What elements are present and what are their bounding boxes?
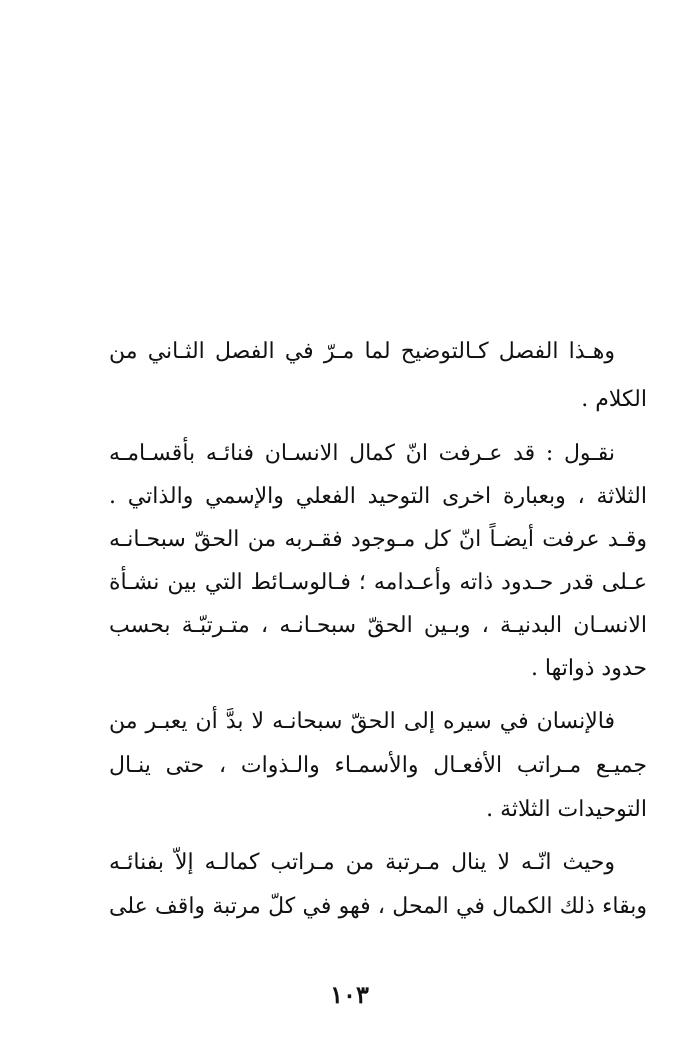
- text-line-5: وقـد عرفت أيضـاً انّ كل مـوجود فقـربه من الحقّ سبحـانـه: [109, 527, 647, 552]
- text-line-10: جميـع مـراتب الأفعـال والأسمـاء والـذوات ، حتى ينـال: [109, 753, 647, 778]
- text-line-8: حدود ذواتها .: [530, 656, 647, 681]
- text-line-9: فالإنسان في سيره إلى الحقّ سبحانـه لا بدَّ أن يعبـر من: [109, 709, 615, 734]
- text-line-3: نقـول : قد عـرفت انّ كمال الانسـان فنائـه بأقسـامـه: [109, 441, 615, 466]
- text-line-6: عـلى قدر حـدود ذاته وأعـدامه ؛ فـالوسـائط التي بين نشـأة: [109, 570, 647, 595]
- text-line-7: الانسـان البدنيـة ، وبـين الحقّ سبحـانـه ، متـرتبّـة بحسب: [109, 613, 647, 638]
- text-line-12: وحيث انّـه لا ينال مـرتبة من مـراتب كمالـه إلاّ بفنائـه: [109, 850, 615, 875]
- text-line-4: الثلاثة ، وبعبارة اخرى التوحيد الفعلي والإسمي والذاتي .: [109, 484, 647, 509]
- text-line-1: وهـذا الفصل كـالتوضيح لما مـرّ في الفصل الثـاني من: [109, 339, 615, 364]
- text-line-13: وبقاء ذلك الكمال في المحل ، فهو في كلّ مرتبة واقف على: [109, 894, 647, 919]
- page-number: ١٠٣: [330, 980, 369, 1009]
- text-line-11: التوحيدات الثلاثة .: [486, 797, 647, 822]
- text-line-2: الكلام .: [581, 387, 647, 412]
